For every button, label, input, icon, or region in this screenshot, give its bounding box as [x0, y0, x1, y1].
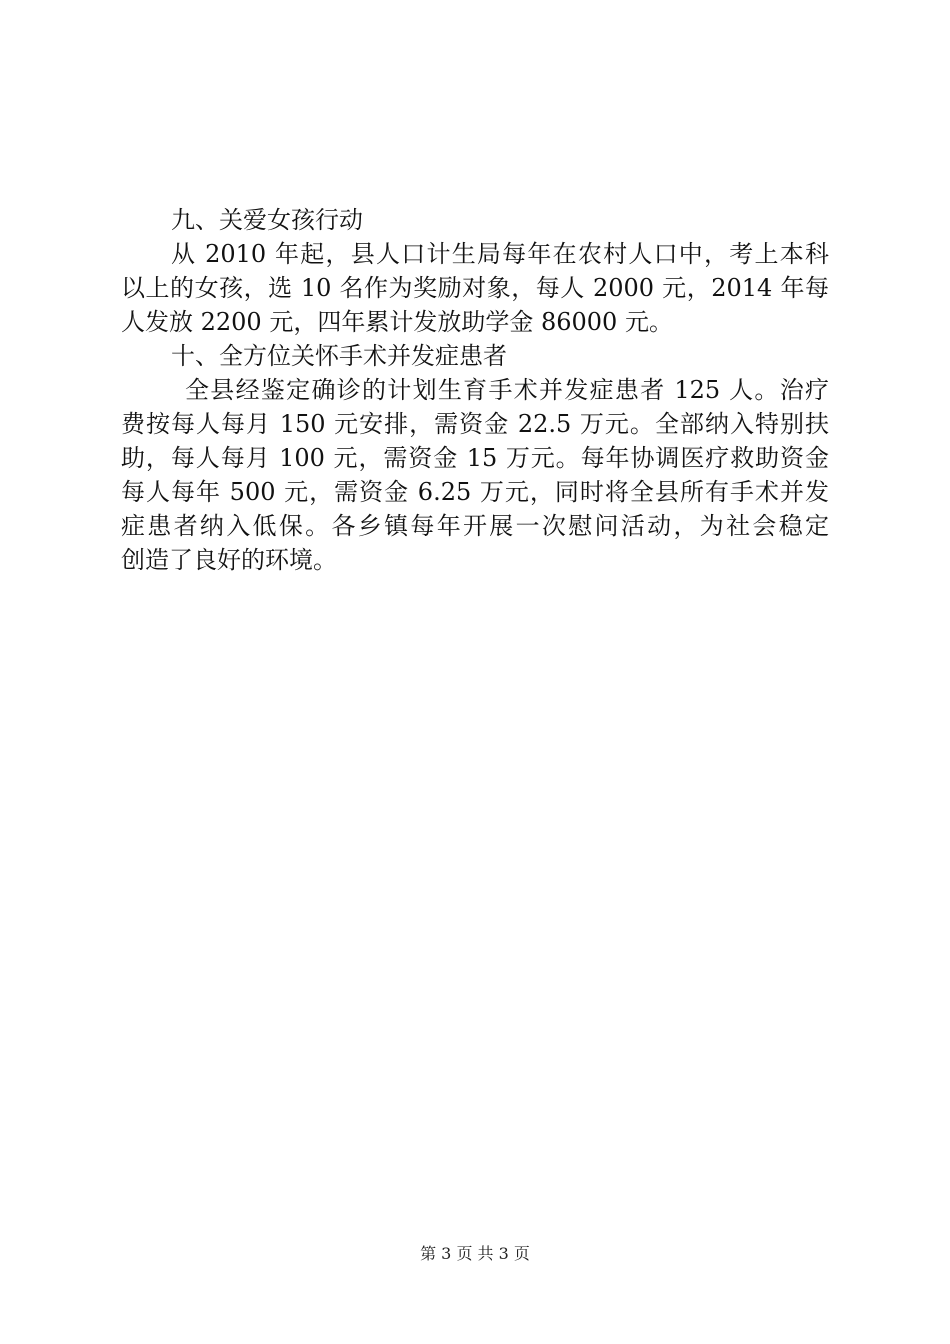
section-heading-surgery-complications: 十、全方位关怀手术并发症患者 [171, 342, 507, 370]
paragraph-line: 从 2010 年起，县人口计生局每年在农村人口中，考上本科 [171, 240, 829, 268]
page-number-footer: 第 3 页 共 3 页 [420, 1244, 530, 1263]
section-heading-care-for-girls: 九、关爱女孩行动 [171, 206, 363, 234]
paragraph-line: 人发放 2200 元，四年累计发放助学金 86000 元。 [121, 308, 673, 336]
paragraph-line: 每人每年 500 元，需资金 6.25 万元，同时将全县所有手术并发 [121, 478, 829, 506]
paragraph-line: 以上的女孩，选 10 名作为奖励对象，每人 2000 元，2014 年每 [121, 274, 829, 302]
paragraph-line: 费按每人每月 150 元安排，需资金 22.5 万元。全部纳入特别扶 [121, 410, 829, 438]
paragraph-line: 症患者纳入低保。各乡镇每年开展一次慰问活动，为社会稳定 [121, 512, 829, 540]
paragraph-line: 全县经鉴定确诊的计划生育手术并发症患者 125 人。治疗 [185, 376, 829, 404]
paragraph-line: 创造了良好的环境。 [121, 546, 337, 574]
paragraph-line: 助，每人每月 100 元，需资金 15 万元。每年协调医疗救助资金 [121, 444, 829, 472]
